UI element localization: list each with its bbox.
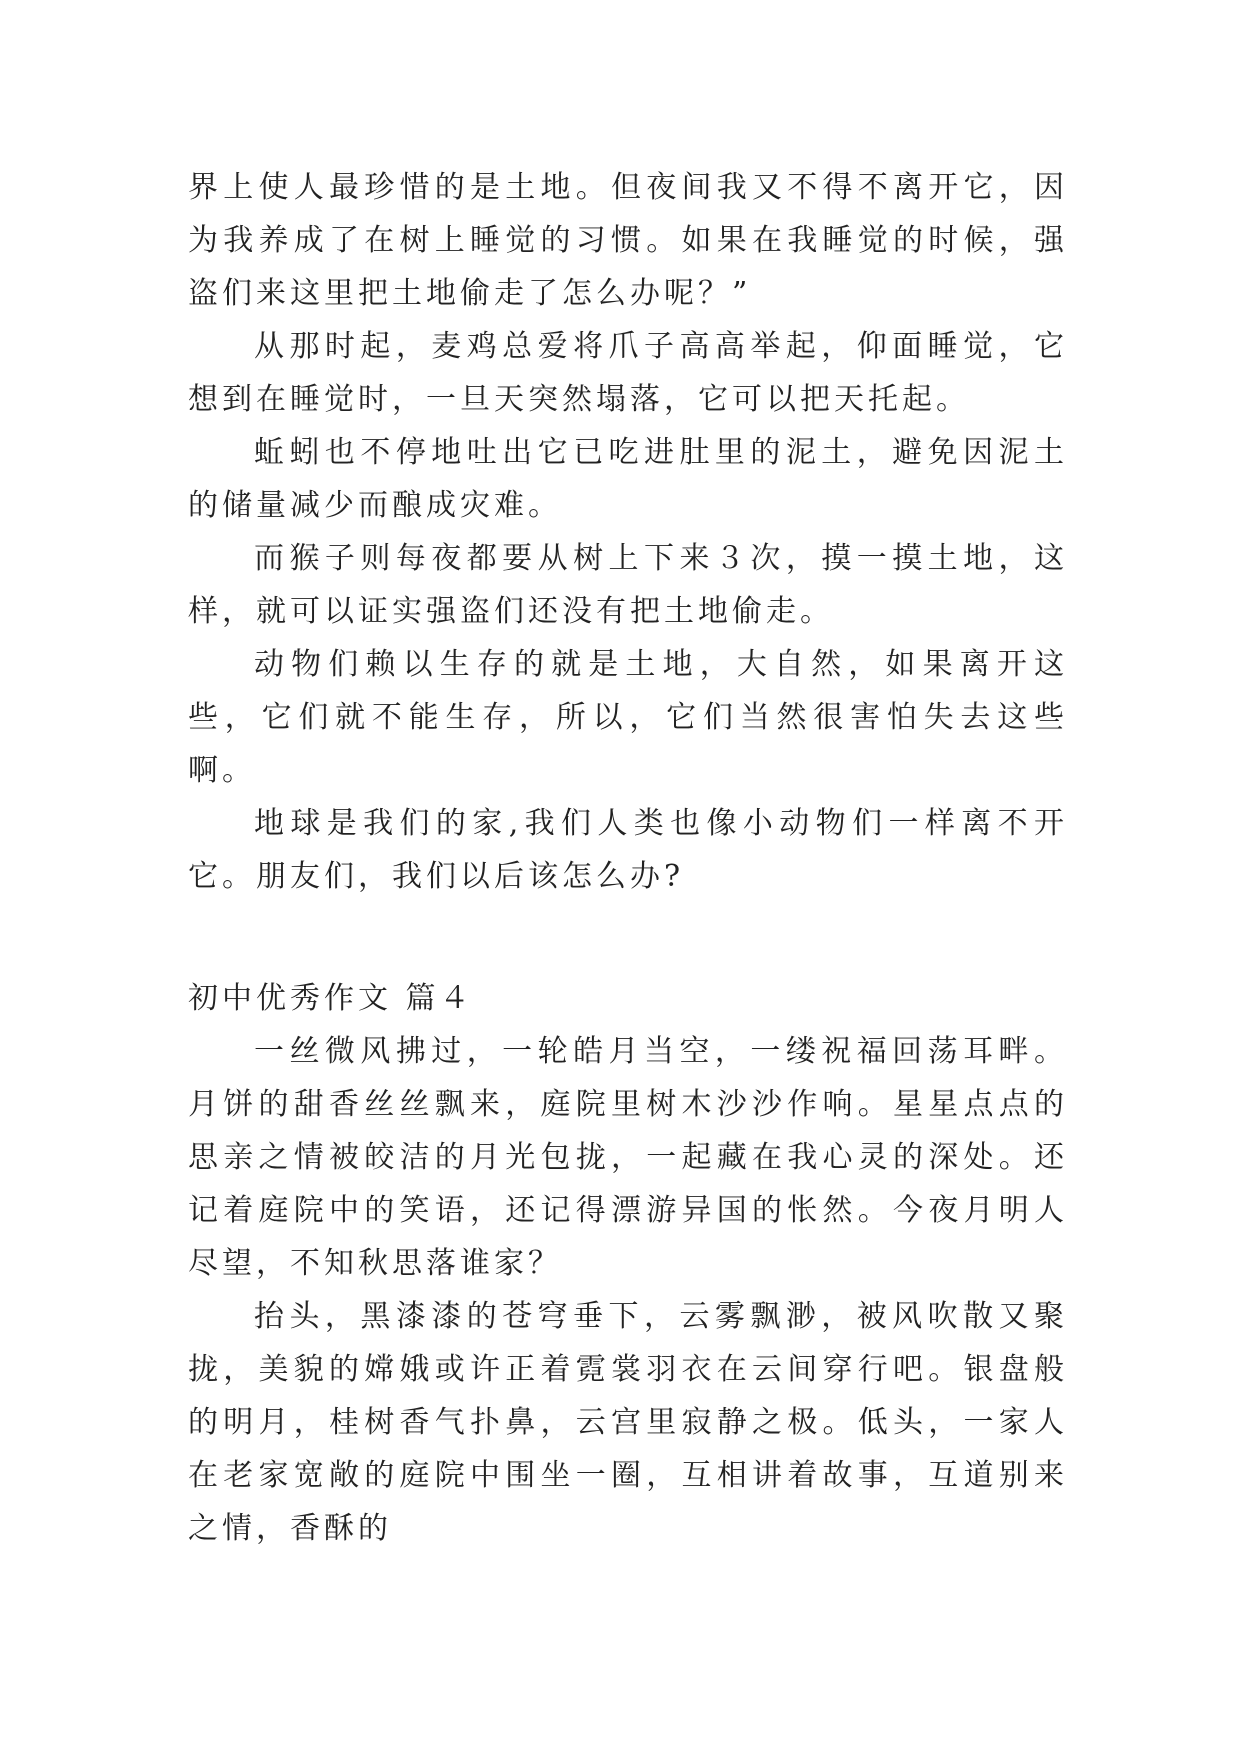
paragraph-earthworm: 蚯蚓也不停地吐出它已吃进肚里的泥土，避免因泥土的储量减少而酿成灾难。 — [188, 435, 1068, 523]
paragraph-breeze-moon: 一丝微风拂过，一轮皓月当空，一缕祝福回荡耳畔。月饼的甜香丝丝飘来，庭院里树木沙沙作响。星星点点的思亲之情被皎洁的月光包拢，一起藏在我心灵的深处。还记着庭院中的笑语，还记得漂游异国的怅然。今夜月明人尽望，不知秋思落谁家？ — [188, 1034, 1068, 1281]
paragraph-look-up: 抬头，黑漆漆的苍穹垂下，云雾飘渺，被风吹散又聚拢，美貌的嫦娥或许正着霓裳羽衣在云间穿行吧。银盘般的明月，桂树香气扑鼻，云宫里寂静之极。低头，一家人在老家宽敞的庭院中围坐一圈，互相讲着故事，互道别来之情，香酥的 — [188, 1299, 1068, 1546]
paragraph-animals-land: 动物们赖以生存的就是土地，大自然，如果离开这些，它们就不能生存，所以，它们当然很害怕失去这些啊。 — [188, 647, 1068, 788]
paragraph-earth-home: 地球是我们的家,我们人类也像小动物们一样离不开它。朋友们，我们以后该怎么办? — [188, 806, 1068, 894]
section-title: 初中优秀作文 篇４ — [188, 981, 474, 1016]
paragraph-lapwing: 从那时起，麦鸡总爱将爪子高高举起，仰面睡觉，它想到在睡觉时，一旦天突然塌落，它可以把天托起。 — [188, 329, 1068, 417]
document-body — [188, 161, 1068, 1555]
paragraph-monkey: 而猴子则每夜都要从树上下来３次，摸一摸土地，这样，就可以证实强盗们还没有把土地偷走。 — [188, 541, 1068, 629]
paragraph-continuation: 界上使人最珍惜的是土地。但夜间我又不得不离开它，因为我养成了在树上睡觉的习惯。如果在我睡觉的时候，强盗们来这里把土地偷走了怎么办呢？” — [188, 170, 1068, 311]
